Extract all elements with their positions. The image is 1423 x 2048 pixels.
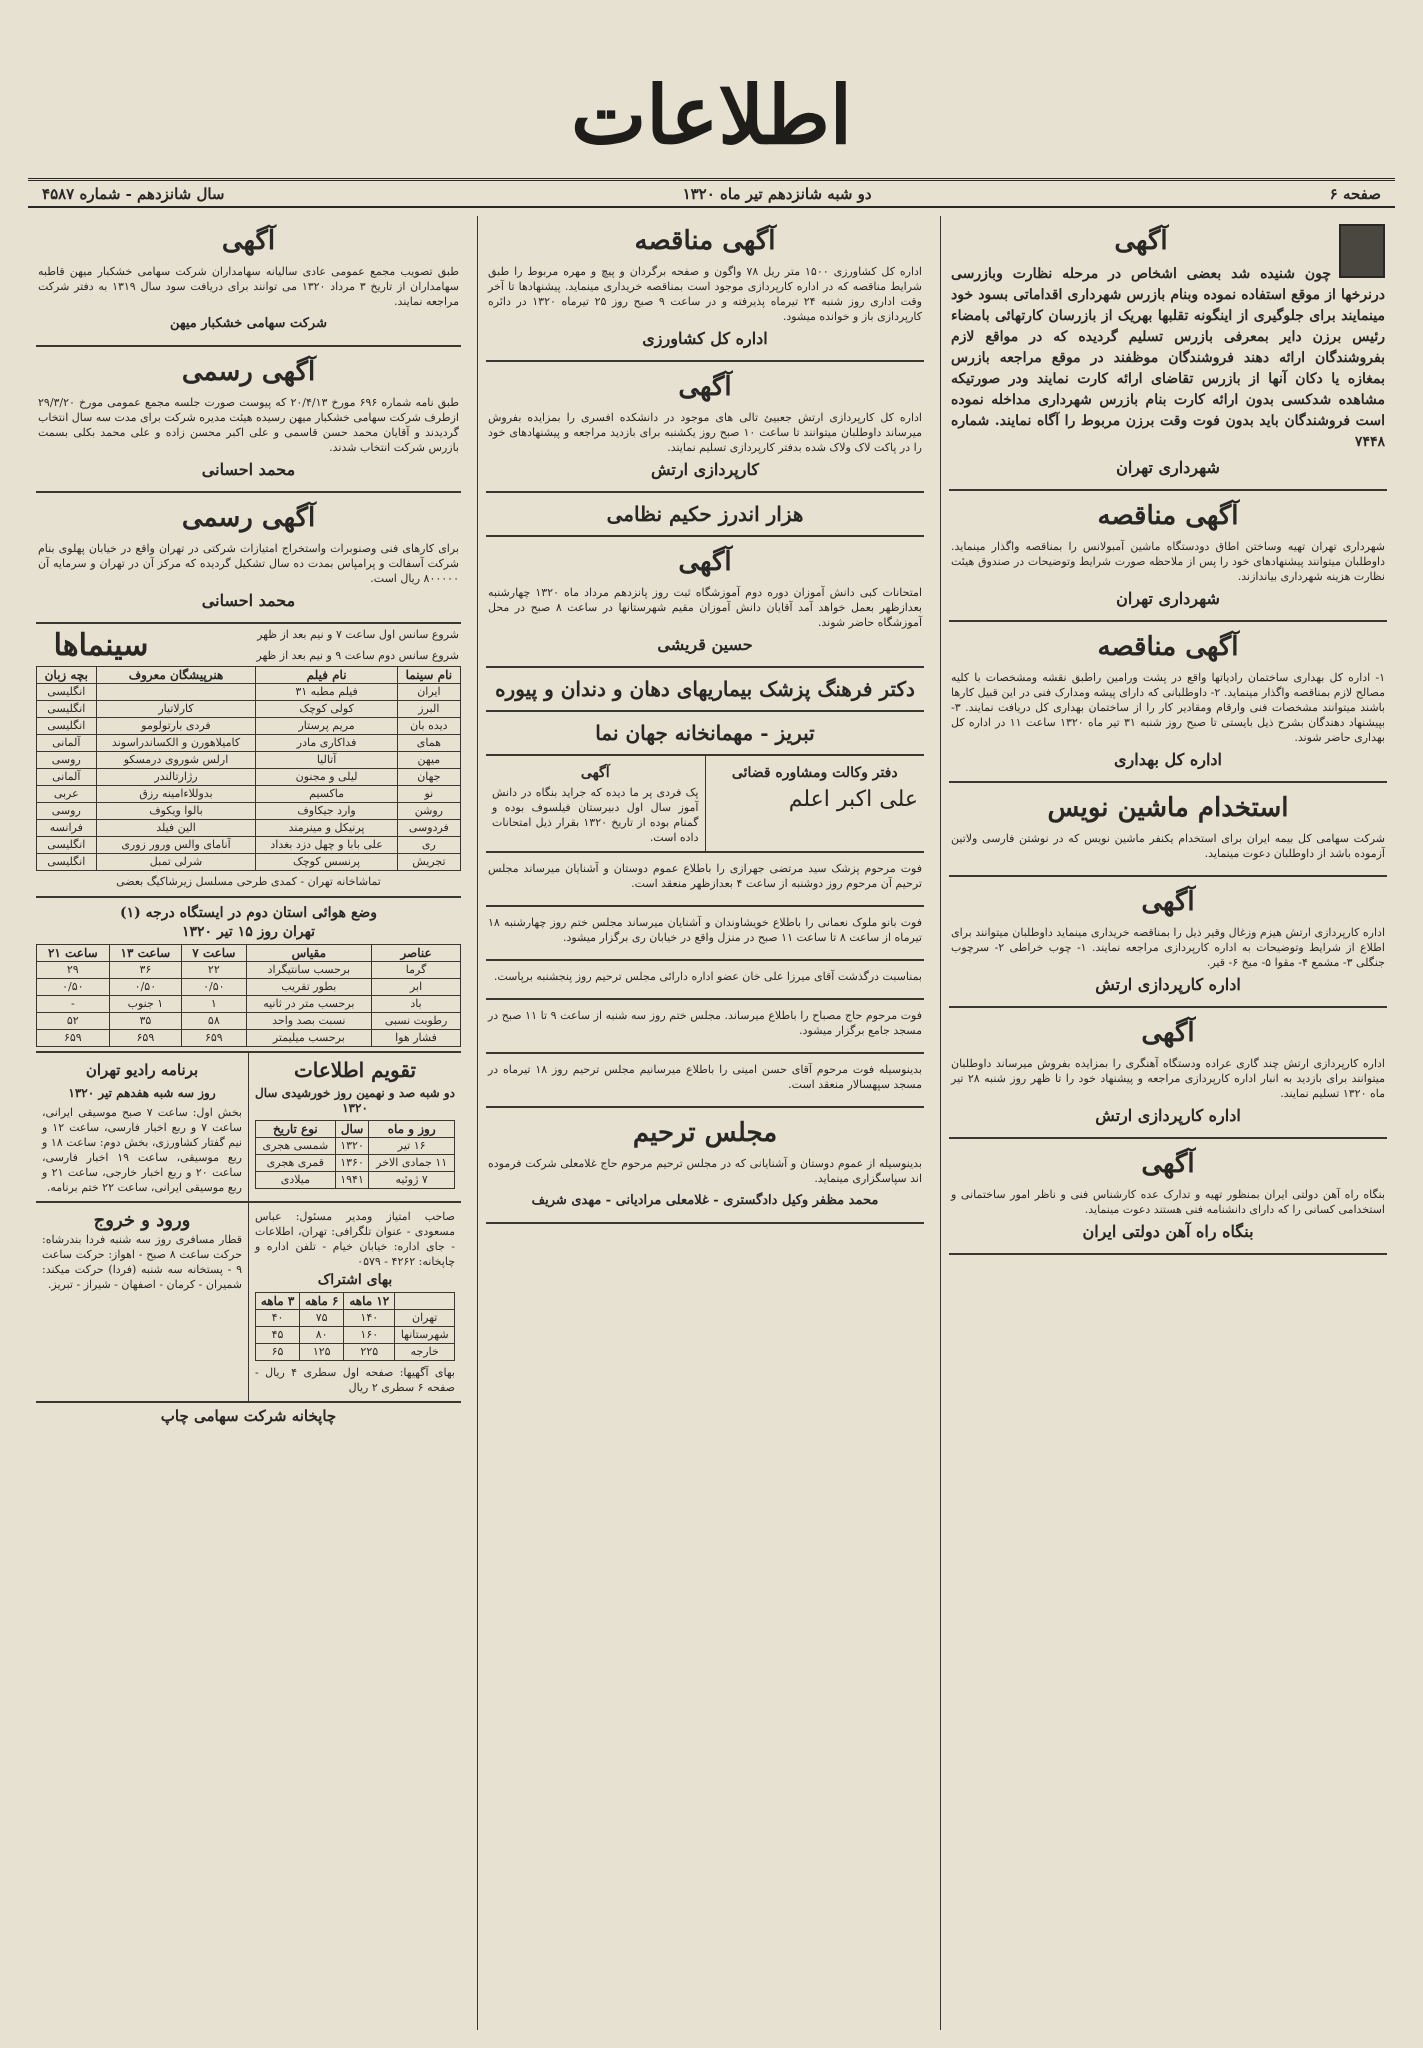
table-cell: همای (397, 735, 460, 752)
table-cell: آتالیا (256, 752, 397, 769)
table-cell: کامیلاهورن و الکساندراسوند (96, 735, 256, 752)
dateline (28, 178, 1395, 208)
cinema-section (36, 624, 461, 898)
travel-body: قطار مسافری روز سه شنبه فردا بندرشاه: حرکت ساعت ۸ صبح - اهواز: حرکت ساعت ۹ - پستخانه سه شنبه (فردا) حرکت میکند: شمیران - کرمان - اصفهان - شیراز - تبریز. (42, 1233, 242, 1291)
table-cell: ۱ جنوب (109, 996, 182, 1013)
notice-signature: شهرداری تهران (1116, 458, 1220, 477)
calendar-subtitle: دو شبه صد و نهمین روز خورشیدی سال ۱۳۲۰ (255, 1086, 455, 1115)
radio-box (36, 1053, 249, 1201)
notice-signature: شهرداری تهران (1116, 589, 1220, 608)
weather-row (37, 996, 461, 1013)
table-cell: بدوللاءامینه رزق (96, 786, 256, 803)
contact-travel-row (36, 1203, 461, 1403)
cinema-table: نام سینما نام فیلم هنرپیشگان معروف بچه زبان ایران فیلم مطبه ۳۱ انگلیسی البرز کولی کوچک کارلاتیار انگلیسی دیده بان مریم پرستار فردی بارتولومو انگلیسی همای فداکاری مادر کامیلاهورن و الکساندراسوند آلمانی میهن آتالیا ارلس شوروی درمسکو روسی جهان لیلی و مجنون رژارتالندر آلمانی نو ماکسیم بدوللاءامینه رزق عربی روشن وارد جیکاوف بالوا ویکوف روسی فردوسی پرنیکل و مینرمند الین فیلد فرانسه ری علی بابا و چهل دزد بغداد آنامای والس ورور زوری انگلیسی تجریش پرنسس کوچک شرلی تمبل انگلیسی (36, 666, 461, 871)
table-cell: فداکاری مادر (256, 735, 397, 752)
weather-row (37, 1030, 461, 1047)
cinema-row (37, 735, 461, 752)
table-cell: ۲۲ (182, 962, 246, 979)
notice-signature: بنگاه راه آهن دولتی ایران (1082, 1222, 1254, 1241)
typist-hiring-notice (949, 783, 1387, 877)
table-cell: انگلیسی (37, 718, 97, 735)
table-cell: ۰/۵۰ (37, 979, 110, 996)
cinema-row (37, 837, 461, 854)
notice-title: آگهی (678, 547, 732, 577)
table-cell: انگلیسی (37, 854, 97, 871)
table-cell: تهران (395, 1310, 455, 1327)
table-cell: آلمانی (37, 735, 97, 752)
table-cell: شهرستانها (395, 1327, 455, 1344)
agriculture-tender-notice (486, 216, 924, 362)
notice-signature: محمد مظفر وکیل دادگستری - غلامعلی مرادیانی - مهدی شریف (531, 1193, 879, 1208)
notice-title: آگهی (1141, 887, 1195, 917)
student-notice (486, 756, 706, 851)
table-cell: ۸۰ (300, 1327, 344, 1344)
weather-table: عناصر مقیاس ساعت ۷ ساعت ۱۳ ساعت ۲۱ گرما برحسب سانتیگراد ۲۲ ۳۶ ۲۹ ابر بطور تقریب ۰/۵۰ ۰/۵۰ ۰/۵۰ باد برحسب متر در ثانیه ۱ ۱ جنوب - رطوبت نسبی نسبت بصد واحد ۵۸ ۳۵ ۵۲ فشار هوا برحسب میلیمتر ۶۵۹ ۶۵۹ ۶۵۹ (36, 944, 461, 1047)
table-cell: البرز (397, 701, 460, 718)
ad-prices: بهای آگهیها: صفحه اول سطری ۴ ریال - صفحه ۶ سطری ۲ ریال (255, 1366, 455, 1394)
notice-signature: محمد احسانی (201, 591, 296, 610)
printer-credit: چاپخانه شرکت سهامی چاپ (160, 1407, 337, 1425)
table-cell: ۱ (182, 996, 246, 1013)
middle-column (477, 216, 932, 2030)
table-cell: کولی کوچک (256, 701, 397, 718)
weather-row (37, 962, 461, 979)
weather-title: وضع هوائی استان دوم در ایستگاه درجه (۱) (119, 905, 378, 921)
show-time-1: شروع سانس اول ساعت ۷ و نیم بعد از ظهر (257, 628, 459, 641)
tender-notice-ambulance (949, 491, 1387, 622)
table-cell: قمری هجری (256, 1155, 336, 1172)
notice-title: آگهی (580, 765, 610, 781)
table-cell: خارجه (395, 1344, 455, 1361)
railway-notice (949, 1139, 1387, 1255)
notice-title: آگهی (678, 372, 732, 402)
table-cell: ایران (397, 684, 460, 701)
cinema-row (37, 684, 461, 701)
masthead (28, 60, 1395, 170)
table-cell: رژارتالندر (96, 769, 256, 786)
notice-title: آگهی رسمی (181, 503, 316, 533)
table-cell: عربی (37, 786, 97, 803)
travel-box (36, 1203, 249, 1401)
notice-title: آگهی (1141, 1149, 1195, 1179)
notice-body: برای کارهای فنی وصنوبرات واستخراج امتیازات شرکتی در تهران واقع در خیابان پهلوی بنام شرکت آسفالت و پرامپاس بمدت ده سال تشکیل گردیده که مرکز آن در تهران و سرمایه آن ۸۰۰۰۰۰ ریال است. (38, 542, 459, 585)
subscription-row (256, 1344, 455, 1361)
cinema-row (37, 854, 461, 871)
lawyer-office-title: دفتر وکالت ومشاوره قضائی (731, 765, 898, 781)
table-cell: دیده بان (397, 718, 460, 735)
cinema-title: سینماها (53, 627, 149, 663)
obituary-1: فوت مرحوم پزشک سید مرتضی جهرازی را باطلاع عموم دوستان و آشنایان میرساند مجلس ترحیم آن مرحوم روز دوشنبه از ساعت ۴ بعدازظهر منعقد است. (486, 853, 924, 907)
table-cell: ۱۶۰ (344, 1327, 395, 1344)
notice-title: آگهی مناقصه (1097, 501, 1239, 531)
notice-title: آگهی (221, 226, 276, 256)
table-cell: وارد جیکاوف (256, 803, 397, 820)
notice-body: بنگاه راه آهن دولتی ایران بمنظور تهیه و تدارک عده کارشناس فنی و ناظر امور ساختمانی و استخدامی کسانی را که دارای دانشنامه فنی هستند دعوت مینماید. (951, 1188, 1385, 1216)
theater-line: تماشاخانه تهران - کمدی طرحی مسلسل زیرشاکیگ بعضی (116, 875, 381, 888)
table-cell: پرنیکل و مینرمند (256, 820, 397, 837)
table-cell: انگلیسی (37, 701, 97, 718)
notice-body: ۱- اداره کل بهداری ساختمان رادیاتها واقع در پشت ورامین راطبق نقشه ومشخصات با کلیه مصالح لازم بمناقصه واگذار مینماید. ۲- داوطلبانی که دارای پیشه ومدارک فنی در این قبیل کارها باشند میتوانند مشخصات فنی وارقام ومقادیر کار را از ساختمان بهداری کل دریافت نمایند. ۳- بپیشنهاد دهندگان بشرح ذیل بایستی تا صبح روز شنبه ۳۱ تیر ماه ۱۳۲۰ ساعت ۱۱ در اداره کل بهداری حاضر شوند. (951, 671, 1385, 744)
table-cell: ۲۲۵ (344, 1344, 395, 1361)
table-cell: ۱۲۵ (300, 1344, 344, 1361)
table-cell: ۴۰ (256, 1310, 300, 1327)
table-cell: ۱۶ تیر (369, 1138, 455, 1155)
subscription-table: ۱۲ ماهه ۶ ماهه ۳ ماهه تهران ۱۴۰ ۷۵ ۴۰ شهرستانها ۱۶۰ ۸۰ ۴۵ خارجه ۲۲۵ ۱۲۵ ۶۵ (255, 1292, 455, 1361)
table-cell: ۳۶ (109, 962, 182, 979)
lawyer-ad (706, 756, 925, 851)
table-cell: ۱۴۰ (344, 1310, 395, 1327)
notice-body: اداره کارپردازی ارتش چند گاری عراده ودستگاه آهنگری را بمزایده بفروش میرساند داوطلبان میتوانند برای بازدید به انبار اداره کارپردازی مراجعه و پیشنهاد خود را تا ظهر روز شنبه ۲۸ تیر ماه ۱۳۲۰ تسلیم نمایند. (951, 1057, 1386, 1100)
table-cell: آلمانی (37, 769, 97, 786)
notice-title: آگهی رسمی (181, 357, 316, 387)
table-cell: ۱۳۶۰ (335, 1155, 369, 1172)
dentist-banner: دکتر فرهنگ پزشک بیماریهای دهان و دندان و پیوره (486, 668, 924, 712)
table-cell: ۰/۵۰ (109, 979, 182, 996)
municipality-notice (949, 216, 1387, 491)
table-cell: ۷۵ (300, 1310, 344, 1327)
obituary-4: فوت مرحوم حاج مصباح را باطلاع میرساند. مجلس ختم روز سه شنبه از ساعت ۹ تا ۱۱ صبح در مسجد جامع برگزار میشود. (486, 1000, 924, 1054)
notice-signature: حسین قریشی (657, 635, 753, 654)
table-cell: رطوبت نسبی (372, 1013, 461, 1030)
notice-body: بدینوسیله از عموم دوستان و آشنایانی که در مجلس ترحیم مرحوم حاج غلامعلی شرکت فرموده اند سپاسگزاری مینماید. (488, 1157, 922, 1185)
calendar-row (256, 1155, 455, 1172)
cinema-row (37, 701, 461, 718)
table-cell: باد (372, 996, 461, 1013)
notice-signature: شرکت سهامی خشکبار میهن (170, 316, 327, 331)
table-cell: ۰/۵۰ (182, 979, 246, 996)
table-cell: ۱۹۴۱ (335, 1172, 369, 1189)
notice-signature: اداره کل بهداری (1114, 750, 1222, 769)
table-cell: ابر (372, 979, 461, 996)
travel-title: ورود و خروج (93, 1210, 191, 1231)
obituary-2: فوت بانو ملوک نعمانی را باطلاع خویشاوندان و آشنایان میرساند مجلس ختم روز چهارشنبه ۱۸ تیرماه از ساعت ۸ تا ساعت ۱۱ صبح در منزل واقع در خیابان ری برگزار میشود. (486, 907, 924, 961)
cinema-row (37, 718, 461, 735)
notice-body: طبق تصویب مجمع عمومی عادی سالیانه سهامداران شرکت سهامی خشکبار میهن قاطبه سهامداران از تاریخ ۳ مرداد ۱۳۲۰ می توانند برای دریافت سود سال ۱۳۱۹ به دفتر شرکت مراجعه نمایند. (38, 265, 459, 308)
table-cell: جهان (397, 769, 460, 786)
calendar-box (249, 1053, 461, 1201)
table-cell: ارلس شوروی درمسکو (96, 752, 256, 769)
table-cell: نسبت بصد واحد (246, 1013, 372, 1030)
table-cell: روسی (37, 803, 97, 820)
obituary-3: بمناسبت درگذشت آقای میرزا علی خان عضو اداره دارائی مجلس ترحیم روز پنجشنبه برپاست. (486, 961, 924, 1000)
exam-notice (486, 537, 924, 668)
table-cell: فرانسه (37, 820, 97, 837)
calendar-radio-row (36, 1053, 461, 1203)
table-cell: بالوا ویکوف (96, 803, 256, 820)
table-cell: بطور تقریب (246, 979, 372, 996)
show-time-2: شروع سانس دوم ساعت ۹ و نیم بعد از ظهر (256, 649, 459, 662)
radio-title: برنامه رادیو تهران (85, 1061, 199, 1079)
issue-number: سال شانزدهم - شماره ۴۵۸۷ (42, 184, 225, 203)
weather-section (36, 898, 461, 1053)
notice-body: اداره کل کشاورزی ۱۵۰۰ متر ریل ۷۸ واگون و صفحه برگردان و پیچ و مهره مربوط را طبق شرایط مناقصه که در اداره کارپردازی موجود است بمناقصه خریداری مینماید. پیشنهادها تا آخر وقت اداری روز شنبه ۲۴ تیرماه پذیرفته و در ساعت ۹ صبح روز ۲۵ تیرماه ۱۳۲۰ در دائره کارپردازی باز و خوانده میشود. (488, 265, 922, 323)
table-cell: ۵۲ (37, 1013, 110, 1030)
cinema-row (37, 786, 461, 803)
dividend-notice (36, 216, 461, 347)
obituary-5: بدینوسیله فوت مرحوم آقای حسن امینی را باطلاع میرسانیم مجلس ترحیم روز ۱۸ تیرماه در مسجد سپهسالار منعقد است. (486, 1054, 924, 1108)
notice-title: آگهی مناقصه (1097, 632, 1239, 662)
notice-title: استخدام ماشین نویس (1047, 793, 1289, 823)
table-cell: آنامای والس ورور زوری (96, 837, 256, 854)
contact-box (249, 1203, 461, 1401)
notice-title: مجلس ترحیم (632, 1118, 778, 1148)
notice-signature: اداره کل کشاورزی (642, 329, 768, 348)
table-cell: علی بابا و چهل دزد بغداد (256, 837, 397, 854)
contact-info: صاحب امتیاز ومدیر مسئول: عباس مسعودی - عنوان تلگرافی: تهران، اطلاعات - جای اداره: خیابان خیام - تلفن اداره و چاپخانه: ۴۲۶۲ - ۰۵۷۹ (255, 1210, 455, 1268)
table-cell: برحسب میلیمتر (246, 1030, 372, 1047)
right-column (940, 216, 1395, 2030)
table-cell: برحسب متر در ثانیه (246, 996, 372, 1013)
table-cell: ۶۵۹ (182, 1030, 246, 1047)
table-cell: نو (397, 786, 460, 803)
weather-row (37, 1013, 461, 1030)
army-procurement-notice (949, 877, 1387, 1008)
table-cell: ۵۸ (182, 1013, 246, 1030)
table-cell: تجریش (397, 854, 460, 871)
army-sale-notice (486, 362, 924, 493)
table-cell: فردوسی (397, 820, 460, 837)
notice-signature: اداره کارپردازی ارتش (1095, 1106, 1241, 1125)
table-cell: فشار هوا (372, 1030, 461, 1047)
table-cell: کارلاتیار (96, 701, 256, 718)
notice-body: امتحانات کبی دانش آموزان دوره دوم آموزشگاه ثبت روز پانزدهم مرداد ماه ۱۳۲۰ چهارشنبه بعدازظهر بعمل خواهد آمد آقایان دانش آموزان مقیم شهرستانها در ساعت ۸ صبح در محل آموزشگاه حاضر شوند. (488, 586, 922, 629)
hotel-banner: تبریز - مهمانخانه جهان نما (486, 712, 924, 756)
subscription-row (256, 1327, 455, 1344)
notice-signature: اداره کارپردازی ارتش (1095, 975, 1241, 994)
table-cell: ۱۱ جمادی الاخر (369, 1155, 455, 1172)
table-cell: پرنسس کوچک (256, 854, 397, 871)
notice-signature: محمد احسانی (201, 460, 296, 479)
book-banner: هزار اندرز حکیم نظامی (486, 493, 924, 537)
table-cell (96, 684, 256, 701)
cinema-row (37, 769, 461, 786)
notice-body: شهرداری تهران تهیه وساختن اطاق دودستگاه ماشین آمبولانس را بمناقصه واگذار مینماید. داوطلبان میتوانند پیشنهادهای خود را پس از ملاحظه صورت شرایط وتوضیحات در صندوق هیئت نظارت هزینه شهرداری بیاندازند. (951, 540, 1385, 583)
table-cell: الین فیلد (96, 820, 256, 837)
table-cell: ۷ ژوئیه (369, 1172, 455, 1189)
notice-title: آگهی (1114, 226, 1168, 256)
subscription-title: بهای اشتراک (317, 1272, 393, 1288)
table-cell: ۶۵۹ (109, 1030, 182, 1047)
calendar-row (256, 1172, 455, 1189)
table-cell: لیلی و مجنون (256, 769, 397, 786)
radio-subtitle: روز سه شبه هفدهم تیر ۱۳۲۰ (68, 1086, 216, 1100)
cinema-row (37, 820, 461, 837)
municipality-emblem-icon (1339, 224, 1385, 278)
table-cell: روسی (37, 752, 97, 769)
table-cell: برحسب سانتیگراد (246, 962, 372, 979)
table-cell: ماکسیم (256, 786, 397, 803)
notice-body: اداره کارپردازی ارتش هیزم وزغال وقیر ذیل را بمناقصه خریداری مینماید داوطلبان میتوانند برای اطلاع از شرایط وتوضیحات به اداره کارپردازی مراجعه نمایند. ۱- چوب خراطی ۲- سرچوب جنگلی ۳- مشمع ۴- مقوا ۵- میخ ۶- قیر. (951, 926, 1385, 969)
table-cell: شرلی تمبل (96, 854, 256, 871)
notice-body: اداره کل کارپردازی ارتش جعبیئ تالی های موجود در دانشکده افسری را بمزایده بفروش میرساند داوطلبان میتوانند تا ساعت ۱۰ صبح روز یکشنبه برای بازدید مراجعه و پیشنهادهای خود را در پاکت لاک ولاک شده بدفتر کارپردازی تسلیم نمایند. (488, 411, 923, 454)
notice-body: پک فردی پر ما دیده که جراید بنگاه در دانش آموز سال اول دبیرستان فیلسوف بوده و گمنام بوده از تاریخ ۱۳۲۰ بقرار ذیل امتحانات داده است. (492, 786, 699, 844)
left-column (28, 216, 469, 2030)
memorial-notice (486, 1108, 924, 1224)
table-cell: ۴۵ (256, 1327, 300, 1344)
weather-row (37, 979, 461, 996)
table-cell: شمسی هجری (256, 1138, 336, 1155)
table-cell: میلادی (256, 1172, 336, 1189)
newspaper-page (28, 20, 1395, 2030)
table-cell: ری (397, 837, 460, 854)
army-auction-notice (949, 1008, 1387, 1139)
newspaper-title: اطلاعات (570, 68, 853, 162)
notice-title: آگهی مناقصه (634, 226, 776, 256)
table-cell: فردی بارتولومو (96, 718, 256, 735)
table-cell: روشن (397, 803, 460, 820)
table-cell: ۲۹ (37, 962, 110, 979)
notice-title: آگهی (1141, 1018, 1195, 1048)
radio-schedule: بخش اول: ساعت ۷ صبح موسیقی ایرانی، ساعت ۷ و ربع اخبار فارسی، ساعت ۱۲ و نیم گفتار کشاورزی، بخش دوم: ساعت ۱۸ و ربع موسیقی، ساعت ۱۹ اخبار فارسی، ساعت ۲۰ و ربع اخبار خارجی، ساعت ۲۱ و ربع موسیقی ایرانی، ساعت ۲۲ ختم برنامه. (42, 1106, 243, 1194)
table-cell: انگلیسی (37, 837, 97, 854)
tender-notice-health (949, 622, 1387, 783)
official-notice-1 (36, 347, 461, 493)
table-cell: انگلیسی (37, 684, 97, 701)
table-cell: میهن (397, 752, 460, 769)
notice-body: چون شنیده شد بعضی اشخاص در مرحله نظارت وبازرسی درنرخها از موقع استفاده نموده وبنام بازرس شهرداری اقداماتی بسود خود مینمایند برای جلوگیری از اینگونه تقلبها بهریک از بازرسان کارتهائی بامضاء رئیس برزن دایر بمعرفی بازرس تسلیم گردیده که در مواقع لازم بفروشندگان ارائه دهند فروشندگان موظفند در موقع مراجعه بازرس بمغازه یا دکان آنها از بازرس تقاضای ارائه کارت نمایند ودر صورتیکه مشاهده شدکسی بدون ارائه کارت بنام بازرس شهرداری مداخله نموده است فروشندگان باید بدون فوت وقت برزن مربوط را آگاه نمایند. شماره ۷۴۴۸ (951, 266, 1385, 450)
lawyer-and-notice-row (486, 756, 924, 853)
official-notice-2 (36, 493, 461, 624)
notice-body: طبق نامه شماره ۶۹۶ مورخ ۲۰/۴/۱۳ که پیوست صورت جلسه مجمع عمومی مورخ ۲۹/۳/۲۰ ازطرف شرکت سهامی خشکبار میهن رسیده هیئت مدیره شرکت برای مدت سه سال انتخاب گردیدند و آقایان محمد حسن قاسمی و علی اکبر محسن زاده و علی محمد بکلی بسمت بازرس شرکت انتخاب شدند. (38, 396, 459, 454)
table-cell: ۳۵ (109, 1013, 182, 1030)
calendar-title: تقویم اطلاعات (293, 1058, 417, 1082)
table-cell: ۱۳۲۰ (335, 1138, 369, 1155)
cinema-row (37, 803, 461, 820)
subscription-row (256, 1310, 455, 1327)
notice-body: شرکت سهامی کل بیمه ایران برای استخدام یکنفر ماشین نویس که در نوشتن فارسی ولاتین آزموده باشد از داوطلبان دعوت مینماید. (951, 832, 1385, 860)
calendar-row (256, 1138, 455, 1155)
lawyer-name: علی اکبر اعلم (788, 787, 918, 812)
cinema-row (37, 752, 461, 769)
weather-subtitle: تهران روز ۱۵ تیر ۱۳۲۰ (182, 924, 315, 940)
notice-signature: کارپردازی ارتش (651, 460, 759, 479)
page-number: صفحه ۶ (1329, 184, 1381, 203)
table-cell: - (37, 996, 110, 1013)
table-cell: ۶۵۹ (37, 1030, 110, 1047)
table-cell: ۶۵ (256, 1344, 300, 1361)
calendar-table: روز و ماه سال نوع تاریخ ۱۶ تیر ۱۳۲۰ شمسی هجری ۱۱ جمادی الاخر ۱۳۶۰ قمری هجری ۷ ژوئیه ۱۹۴۱ میلادی (255, 1120, 455, 1189)
issue-date: دو شبه شانزدهم تیر ماه ۱۳۲۰ (682, 184, 872, 203)
table-cell: مریم پرستار (256, 718, 397, 735)
table-cell: فیلم مطبه ۳۱ (256, 684, 397, 701)
table-cell: گرما (372, 962, 461, 979)
